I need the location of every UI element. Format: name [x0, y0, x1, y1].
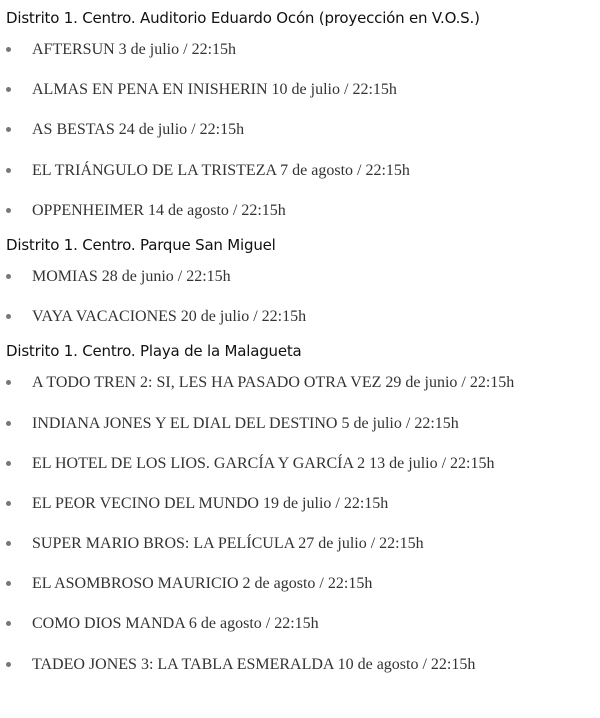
list-item [6, 484, 594, 524]
event-text: EL ASOMBROSO MAURICIO 2 de agosto / 22:15h [32, 575, 373, 593]
event-list [6, 363, 594, 685]
bullet-icon [6, 421, 11, 426]
list-item [6, 110, 594, 150]
section-heading: Distrito 1. Centro. Playa de la Malagueta [6, 342, 302, 361]
bullet-icon [6, 501, 11, 506]
bullet-icon [6, 621, 11, 626]
event-text: OPPENHEIMER 14 de agosto / 22:15h [32, 201, 286, 219]
bullet-icon [6, 380, 11, 385]
bullet-icon [6, 127, 11, 132]
list-item [6, 404, 594, 444]
event-text: VAYA VACACIONES 20 de julio / 22:15h [32, 308, 307, 326]
bullet-icon [6, 662, 11, 667]
bullet-icon [6, 47, 11, 52]
event-text: SUPER MARIO BROS: LA PELÍCULA 27 de julio / 22:15h [32, 535, 424, 553]
bullet-icon [6, 168, 11, 173]
list-item [6, 30, 594, 70]
bullet-icon [6, 274, 11, 279]
section-auditorio-eduardo-ocon [6, 6, 594, 231]
section-heading: Distrito 1. Centro. Auditorio Eduardo Ocón (proyección en V.O.S.) [6, 9, 480, 27]
event-text: AFTERSUN 3 de julio / 22:15h [32, 41, 237, 58]
event-text: EL HOTEL DE LOS LIOS. GARCÍA Y GARCÍA 2 13 de julio / 22:15h [32, 454, 495, 472]
section-parque-san-miguel [6, 233, 594, 337]
list-item [6, 191, 594, 231]
event-text: EL PEOR VECINO DEL MUNDO 19 de julio / 22:15h [32, 494, 389, 512]
bullet-icon [6, 87, 11, 92]
list-item [6, 363, 594, 403]
event-list [6, 30, 594, 231]
event-text: AS BESTAS 24 de julio / 22:15h [32, 121, 245, 139]
bullet-icon [6, 581, 11, 586]
list-item [6, 604, 594, 644]
event-text: A TODO TREN 2: SI, LES HA PASADO OTRA VEZ 29 de junio / 22:15h [32, 374, 515, 392]
section-heading: Distrito 1. Centro. Parque San Miguel [6, 235, 276, 254]
event-list [6, 257, 594, 337]
event-text: INDIANA JONES Y EL DIAL DEL DESTINO 5 de julio / 22:15h [32, 414, 459, 432]
list-item [6, 444, 594, 484]
bullet-icon [6, 314, 11, 319]
list-item [6, 257, 594, 297]
list-item [6, 297, 594, 337]
event-text: ALMAS EN PENA EN INISHERIN 10 de julio / 22:15h [32, 81, 397, 99]
list-item [6, 645, 594, 685]
event-text: TADEO JONES 3: LA TABLA ESMERALDA 10 de agosto / 22:15h [32, 655, 476, 673]
bullet-icon [6, 208, 11, 213]
event-text: COMO DIOS MANDA 6 de agosto / 22:15h [32, 615, 319, 633]
event-text: EL TRIÁNGULO DE LA TRISTEZA 7 de agosto / 22:15h [32, 161, 410, 179]
list-item [6, 524, 594, 564]
bullet-icon [6, 541, 11, 546]
list-item [6, 151, 594, 191]
list-item [6, 564, 594, 604]
event-text: MOMIAS 28 de junio / 22:15h [32, 267, 231, 285]
bullet-icon [6, 461, 11, 466]
section-playa-de-la-malagueta [6, 339, 594, 685]
list-item [6, 70, 594, 110]
